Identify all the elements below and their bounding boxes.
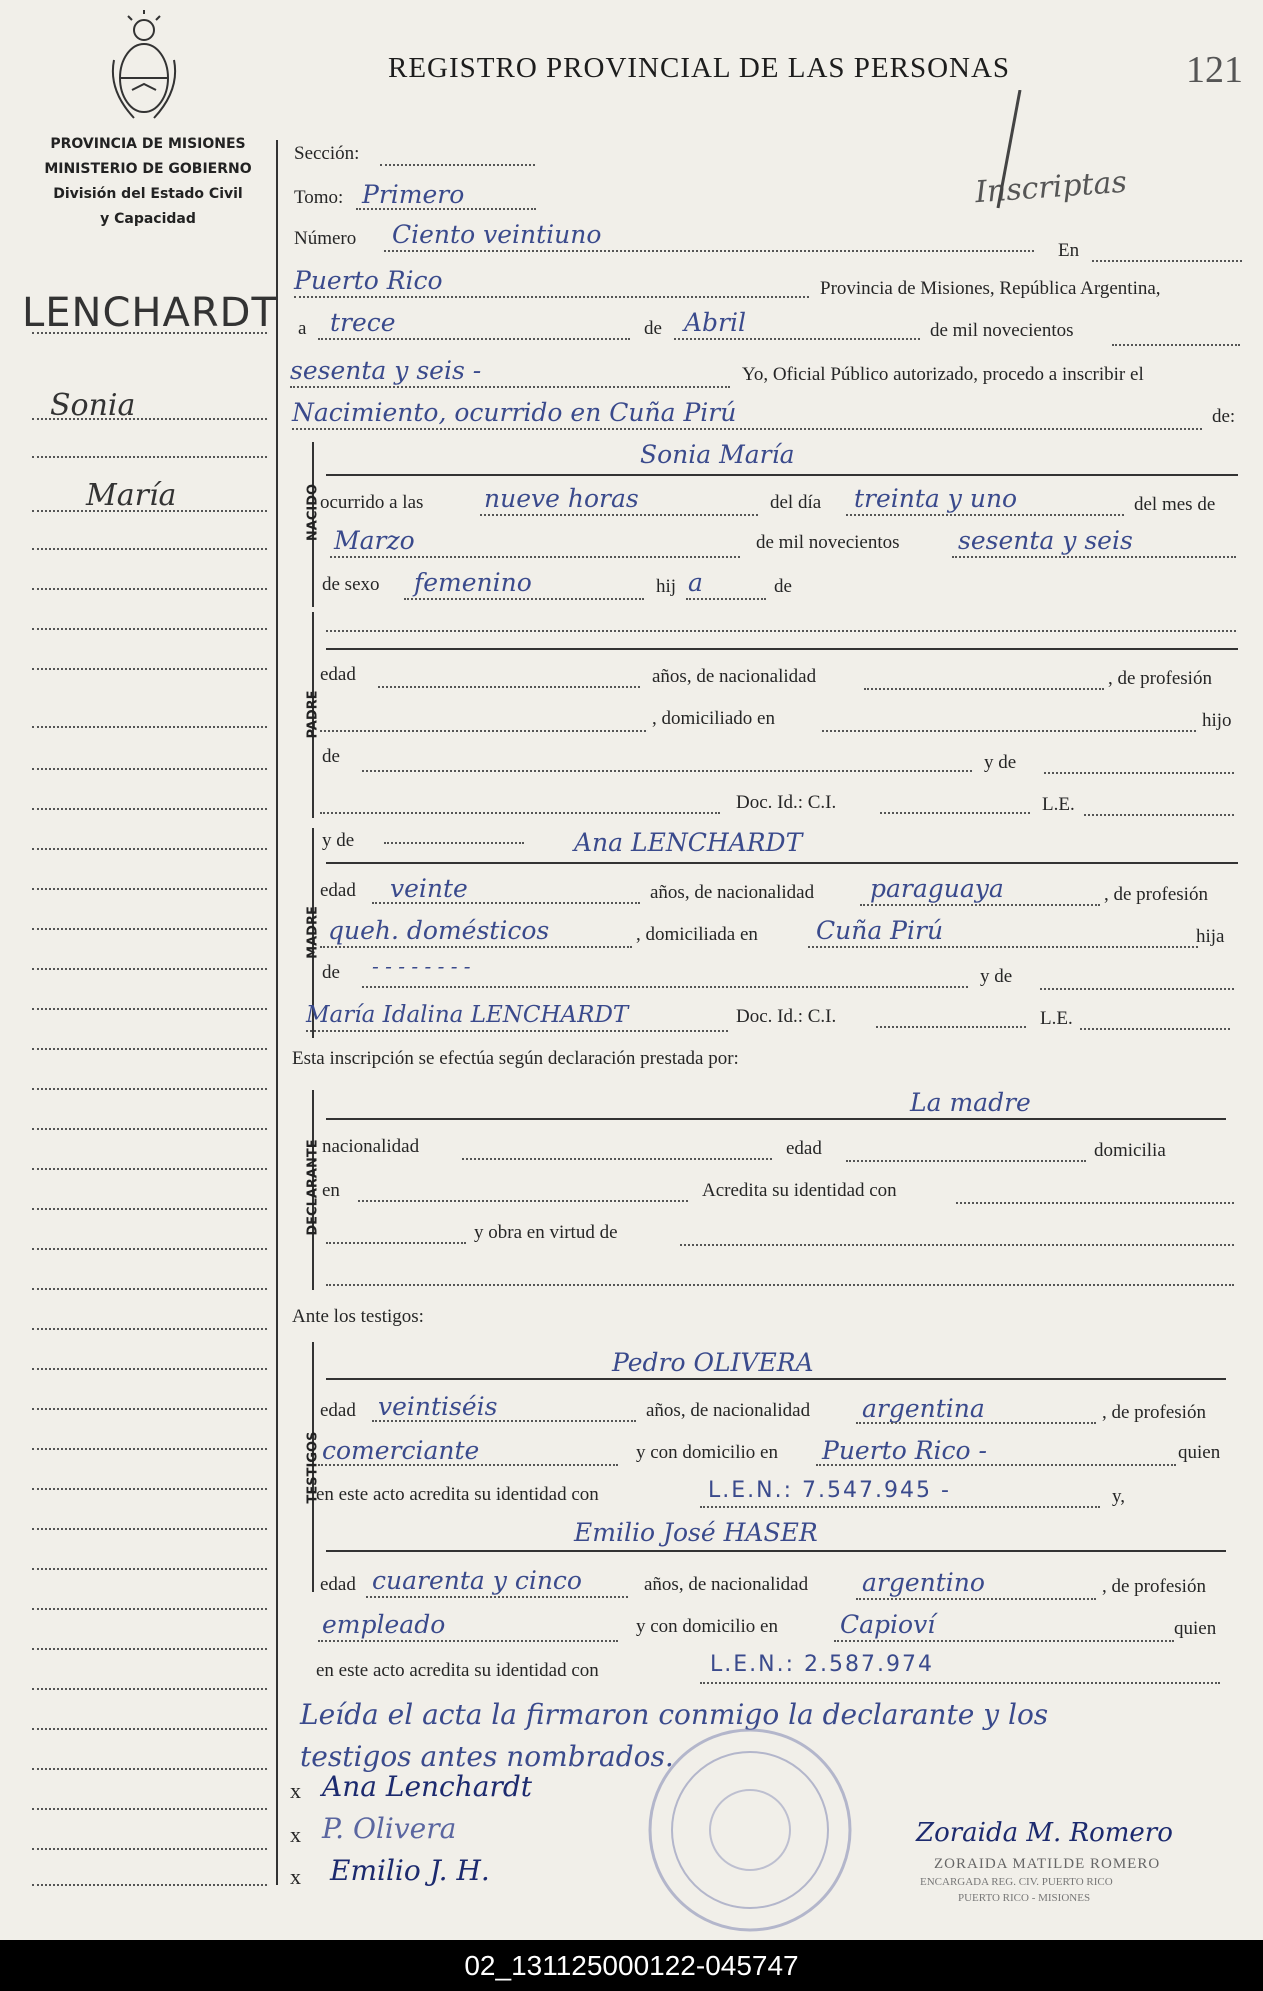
padre-section-label: PADRE	[305, 690, 321, 739]
testigo1-nac: argentina	[862, 1394, 985, 1423]
signature-official: Zoraida M. Romero	[916, 1818, 1173, 1848]
sexo-label: de sexo	[322, 574, 380, 595]
testigo1-edad: veintiséis	[378, 1392, 498, 1421]
testigo2-nac: argentino	[862, 1568, 985, 1597]
testigo1-quien-label: quien	[1178, 1442, 1221, 1463]
madre-de-madre-value: María Idalina LENCHARDT	[306, 1002, 629, 1028]
padre-de-label: de	[322, 746, 340, 767]
madre-hija-label: hija	[1196, 926, 1225, 947]
cierre-line-2: testigos antes nombrados.	[300, 1740, 674, 1773]
x-mark-3: x	[290, 1864, 301, 1889]
declarante-obra-label: y obra en virtud de	[474, 1222, 618, 1243]
margin-second-name: María	[86, 478, 177, 513]
testigo2-prof: empleado	[322, 1610, 446, 1639]
madre-edad-value: veinte	[390, 874, 468, 903]
declarante-acredita-label: Acredita su identidad con	[702, 1180, 897, 1201]
madre-prof-label: , de profesión	[1104, 884, 1208, 905]
signature-witness-2: Emilio J. H.	[330, 1854, 490, 1887]
testigo2-edad-label: edad	[320, 1574, 356, 1595]
dia-nacimiento-value: treinta y uno	[854, 484, 1018, 513]
testigo1-prof-label: , de profesión	[1102, 1402, 1206, 1423]
de2-label: de:	[1212, 406, 1236, 427]
padre-doc-label: Doc. Id.: C.I.	[736, 792, 837, 813]
madre-nombre-value: Ana LENCHARDT	[574, 828, 803, 857]
oficial-label: Yo, Oficial Público autorizado, procedo a inscribir el	[742, 364, 1144, 385]
padre-hijo-label: hijo	[1202, 710, 1232, 731]
madre-dom-label: , domiciliada en	[636, 924, 758, 945]
office-line-4: y Capacidad	[100, 211, 196, 227]
lugar-value: Puerto Rico	[294, 266, 443, 295]
stamp-official-place: PUERTO RICO - MISIONES	[958, 1892, 1091, 1904]
testigo-y-label: y,	[1112, 1486, 1126, 1507]
anio-nacimiento-value: sesenta y seis	[958, 526, 1133, 555]
slash-mark	[990, 90, 1030, 210]
testigo2-doc: L.E.N.: 2.587.974	[710, 1652, 934, 1677]
official-seal-icon	[640, 1720, 860, 1940]
margin-divider	[276, 140, 278, 1885]
nacido-de-label: de	[774, 576, 792, 597]
hij-value: a	[688, 568, 703, 597]
page-number: 121	[1186, 49, 1243, 91]
padre-le-label: L.E.	[1042, 794, 1075, 815]
scan-id-footer: 02_131125000122-045747	[0, 1940, 1263, 1991]
madre-nac-label: años, de nacionalidad	[650, 882, 815, 903]
padre-edad-label: edad	[320, 664, 356, 685]
testigo1-dom: Puerto Rico -	[822, 1436, 987, 1465]
padre-nac-label: años, de nacionalidad	[652, 666, 817, 687]
coat-of-arms-icon	[104, 10, 184, 125]
madre-prof-value: queh. domésticos	[328, 916, 550, 945]
anio-inscripcion-value: sesenta y seis -	[290, 356, 482, 385]
margin-first-name: Sonia	[50, 388, 136, 423]
madre-dom-value: Cuña Pirú	[816, 916, 944, 945]
dia-label: del día	[770, 492, 822, 513]
signature-witness-1: P. Olivera	[322, 1812, 457, 1845]
mil-label: de mil novecientos	[930, 320, 1074, 341]
testigo2-acredita-label: en este acto acredita su identidad con	[316, 1660, 599, 1681]
x-mark-2: x	[290, 1822, 301, 1847]
madre-le-label: L.E.	[1040, 1008, 1073, 1029]
declarante-en-label: en	[322, 1180, 340, 1201]
ocurrido-label: ocurrido a las	[320, 492, 424, 513]
madre-yde2-label: y de	[980, 966, 1013, 987]
madre-de-value: - - - - - - - -	[372, 954, 471, 978]
de-label: de	[644, 318, 662, 339]
dia-inscripcion-value: trece	[330, 308, 396, 337]
declarante-value: La madre	[910, 1088, 1031, 1117]
office-line-3: División del Estado Civil	[53, 186, 243, 202]
madre-doc-label: Doc. Id.: C.I.	[736, 1006, 837, 1027]
madre-yde-label: y de	[322, 830, 355, 851]
inscribed-stamp: Inscriptas	[973, 164, 1128, 211]
declarante-domicilia-label: domicilia	[1094, 1140, 1166, 1161]
sexo-value: femenino	[414, 568, 532, 597]
provincia-label: Provincia de Misiones, República Argentina,	[820, 278, 1161, 299]
cierre-line-1: Leída el acta la firmaron conmigo la declarante y los	[300, 1698, 1049, 1731]
testigo1-nombre: Pedro OLIVERA	[612, 1348, 814, 1377]
testigo2-quien-label: quien	[1174, 1618, 1217, 1639]
testigo2-prof-label: , de profesión	[1102, 1576, 1206, 1597]
a-label: a	[298, 318, 307, 339]
office-line-1: PROVINCIA DE MISIONES	[50, 136, 246, 152]
testigo1-dom-label: y con domicilio en	[636, 1442, 778, 1463]
testigo2-dom-label: y con domicilio en	[636, 1616, 778, 1637]
padre-prof-label: , de profesión	[1108, 668, 1212, 689]
mes-label: del mes de	[1134, 494, 1216, 515]
declarante-nac-label: nacionalidad	[322, 1136, 420, 1157]
mes-inscripcion-value: Abril	[684, 308, 746, 337]
madre-nac-value: paraguaya	[870, 874, 1004, 903]
signature-mother: Ana Lenchardt	[322, 1770, 533, 1803]
office-line-2: MINISTERIO DE GOBIERNO	[44, 161, 252, 177]
en-label: En	[1058, 240, 1080, 261]
madre-de-label: de	[322, 962, 340, 983]
declarante-edad-label: edad	[786, 1138, 822, 1159]
testigos-intro: Ante los testigos:	[292, 1306, 424, 1327]
madre-section-label: MADRE	[305, 906, 321, 959]
mil2-label: de mil novecientos	[756, 532, 900, 553]
x-mark-1: x	[290, 1778, 301, 1803]
testigo1-nac-label: años, de nacionalidad	[646, 1400, 811, 1421]
registry-title: REGISTRO PROVINCIAL DE LAS PERSONAS	[388, 52, 1011, 84]
tomo-value: Primero	[362, 180, 465, 209]
stamp-official-name: ZORAIDA MATILDE ROMERO	[934, 1856, 1161, 1872]
testigo1-acredita-label: en este acto acredita su identidad con	[316, 1484, 599, 1505]
padre-yde-label: y de	[984, 752, 1017, 773]
testigo2-nac-label: años, de nacionalidad	[644, 1574, 809, 1595]
stamp-official-post: ENCARGADA REG. CIV. PUERTO RICO	[920, 1876, 1113, 1888]
numero-value: Ciento veintiuno	[392, 220, 602, 249]
nacido-nombre-value: Sonia María	[640, 440, 795, 469]
testigo2-dom: Capioví	[840, 1610, 936, 1639]
testigo1-prof: comerciante	[322, 1436, 480, 1465]
nacido-section-label: NACIDO	[305, 483, 321, 542]
tomo-label: Tomo:	[294, 187, 344, 208]
office-block	[28, 132, 268, 232]
seccion-label: Sección:	[294, 143, 360, 164]
hora-value: nueve horas	[484, 484, 639, 513]
declarante-intro: Esta inscripción se efectúa según declaración prestada por:	[292, 1048, 739, 1069]
padre-dom-label: , domiciliado en	[652, 708, 775, 729]
testigo1-edad-label: edad	[320, 1400, 356, 1421]
testigo1-doc: L.E.N.: 7.547.945 -	[708, 1478, 951, 1503]
testigo2-edad: cuarenta y cinco	[372, 1566, 582, 1595]
madre-edad-label: edad	[320, 880, 356, 901]
numero-label: Número	[294, 228, 357, 249]
margin-surname: LENCHARDT	[22, 290, 277, 336]
testigos-section-label: TESTIGOS	[305, 1431, 321, 1504]
acto-value: Nacimiento, ocurrido en Cuña Pirú	[292, 398, 737, 427]
mes-nacimiento-value: Marzo	[334, 526, 415, 555]
hij-label: hij	[656, 576, 677, 597]
declarante-section-label: DECLARANTE	[305, 1139, 321, 1236]
testigo2-nombre: Emilio José HASER	[574, 1518, 818, 1547]
